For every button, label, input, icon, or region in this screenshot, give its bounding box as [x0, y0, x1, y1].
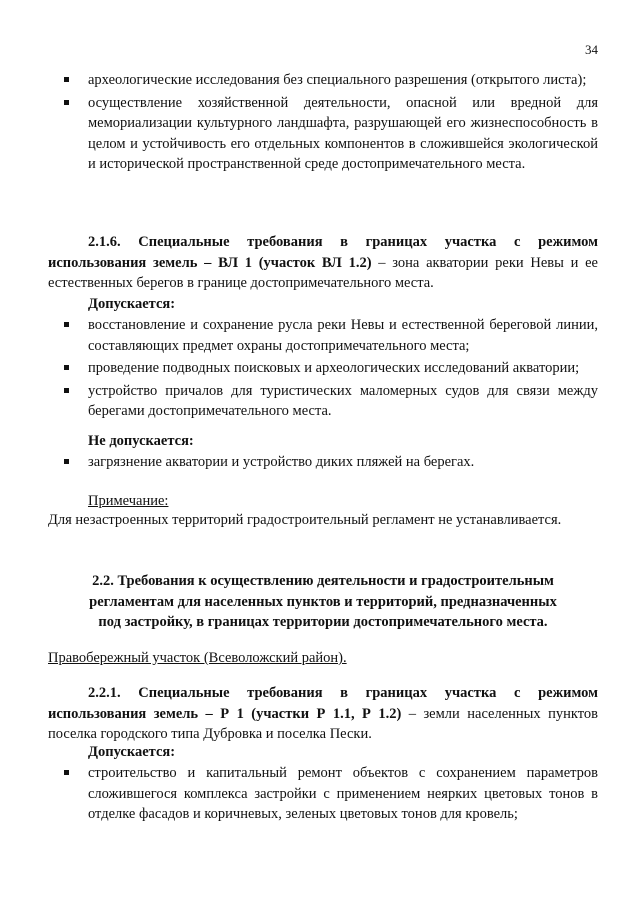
section-22-heading-line: регламентам для населенных пунктов и территорий, предназначенных [89, 593, 557, 610]
not-allowed-label-216: Не допускается: [88, 433, 194, 449]
list-item-text: археологические исследования без специального разрешения (открытого листа); [88, 72, 587, 88]
list-item [60, 381, 598, 422]
list-item [60, 358, 598, 379]
section-216-heading: 2.1.6. Специальные требования в границах участка с режимом использования земель – ВЛ 1 (участок ВЛ 1.2) [48, 234, 598, 271]
bullet-icon [64, 459, 69, 464]
bullet-icon [64, 388, 69, 393]
bullet-icon [64, 770, 69, 775]
bullet-icon [64, 100, 69, 105]
list-item [60, 315, 598, 356]
bullet-list-top [60, 70, 598, 177]
section-221-heading: 2.2.1. Специальные требования в границах участка с режимом использования земель – Р 1 (участки Р 1.1, Р 1.2) [48, 685, 598, 722]
list-item-text: устройство причалов для туристических маломерных судов для связи между берегами достопримечательного места. [88, 382, 598, 419]
list-item-text: восстановление и сохранение русла реки Невы и естественной береговой линии, составляющих предмет охраны достопримечательного места; [88, 317, 598, 354]
right-bank-label: Правобережный участок (Всеволожский район). [48, 650, 347, 666]
note-title: Примечание: [88, 493, 169, 509]
section-22-heading [48, 571, 598, 633]
list-item [60, 763, 598, 825]
list-item-text: строительство и капитальный ремонт объектов с сохранением параметров сложившегося комплекса застройки с применением неярких цветовых тонов в отделке фасадов и коричневых, зеленых цветовых тонов для кровель; [88, 765, 598, 822]
list-item-text: загрязнение акватории и устройство диких пляжей на берегах. [88, 454, 475, 470]
list-item [60, 93, 598, 175]
bullet-icon [64, 77, 69, 82]
section-216-text: – зона акватории реки Невы и ее естественных берегов в границе достопримечательного места. [48, 254, 598, 291]
bullet-list-216-not-allowed [60, 452, 598, 475]
list-item-text: проведение подводных поисковых и археологических исследований акватории; [88, 360, 580, 376]
allowed-label-216: Допускается: [88, 296, 176, 312]
section-221-text: – земли населенных пунктов поселка городского типа Дубровка и поселка Пески. [48, 705, 598, 742]
list-item [60, 70, 598, 91]
allowed-label-221: Допускается: [88, 744, 176, 760]
bullet-icon [64, 322, 69, 327]
section-221-paragraph [48, 683, 598, 745]
bullet-list-221-allowed [60, 763, 598, 827]
list-item-text: осуществление хозяйственной деятельности, опасной или вредной для мемориализации культурного ландшафта, разрушающей его жизнеспособность в целом и устойчивость его отдельных компонентов в сложившейся экологической и исторической пространственной среде достопримечательного места. [88, 94, 598, 172]
page-number: 34 [585, 42, 598, 57]
note-text: Для незастроенных территорий градостроительный регламент не устанавливается. [48, 512, 562, 528]
bullet-list-216-allowed [60, 315, 598, 424]
bullet-icon [64, 365, 69, 370]
list-item [60, 452, 598, 473]
section-22-heading-line: под застройку, в границах территории достопримечательного места. [98, 614, 548, 630]
section-216-paragraph [48, 232, 598, 294]
section-22-heading-line: 2.2. Требования к осуществлению деятельности и градостроительным [92, 573, 554, 589]
